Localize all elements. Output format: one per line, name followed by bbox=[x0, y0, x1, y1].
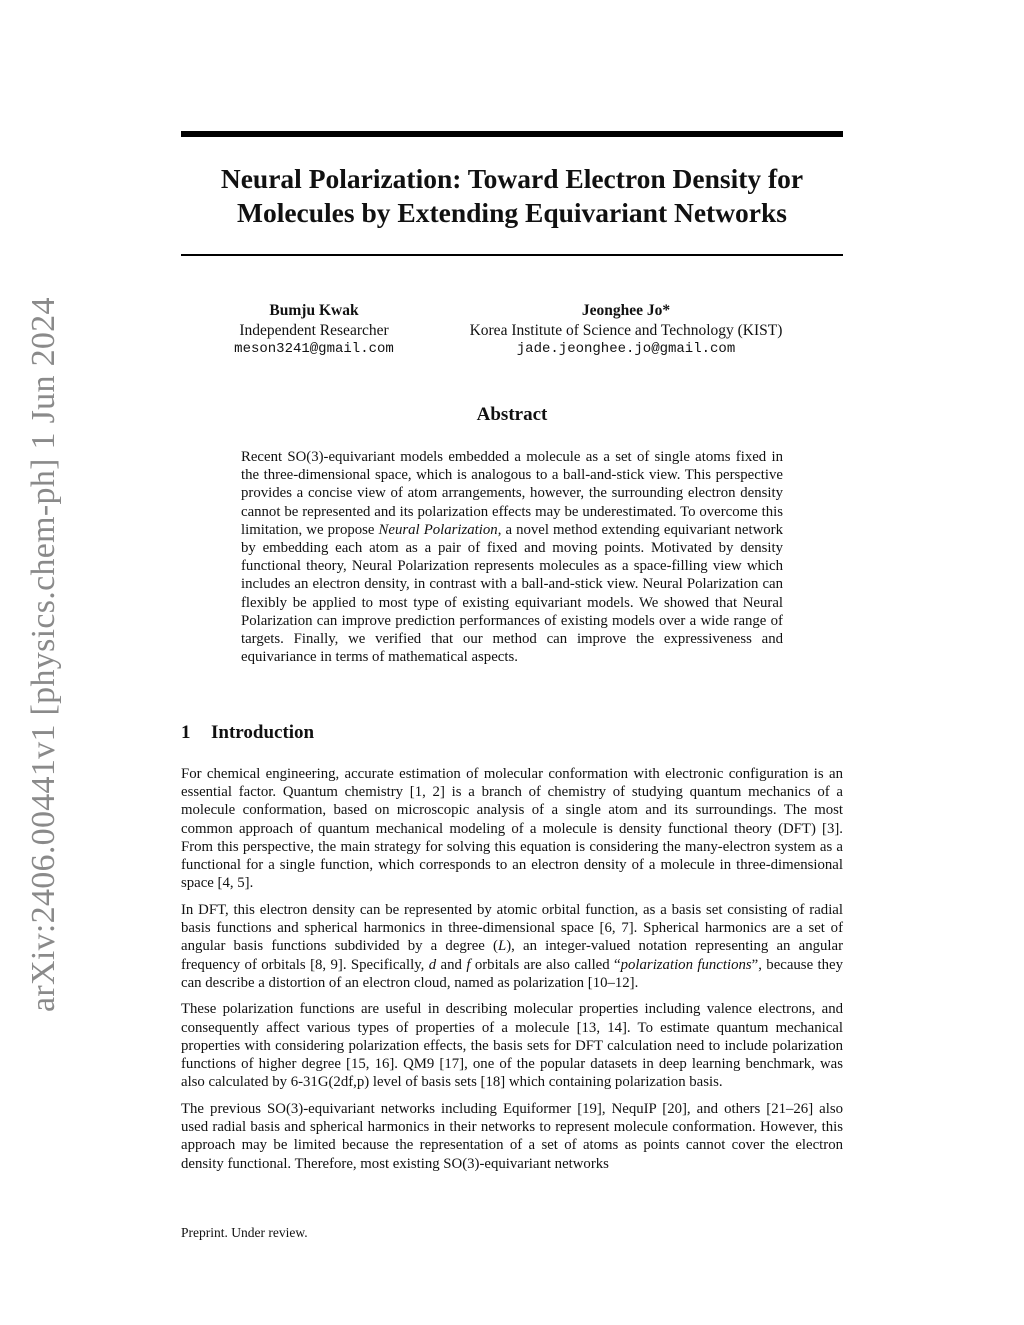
author-block-2 bbox=[446, 301, 806, 360]
abstract-text: Recent SO(3)-equivariant models embedded a molecule as a set of single atoms fixed in the three-dimensional space, which is analogous to a ball-and-stick view. This perspective provides a concise view of atom arrangements, however, the surrounding electron density cannot be represented and its polarization effects may be underestimated. To overcome this limitation, we propose Neural Polarization, a novel method extending equivariant network by embedding each atom as a pair of fixed and moving points. Motivated by density functional theory, Neural Polarization represents molecules as a space-filling view which includes an electron density, in contrast with a ball-and-stick view. Neural Polarization can flexibly be applied to most type of existing equivariant models. We showed that Neural Polarization can improve prediction performances of existing models over a wide range of targets. Finally, we verified that our method can improve the expressiveness and equivariance in terms of mathematical aspects. bbox=[241, 449, 783, 666]
author-affiliation: Korea Institute of Science and Technology (KIST) bbox=[469, 321, 783, 339]
author-name: Jeonghee Jo* bbox=[581, 302, 671, 319]
author-email[interactable]: meson3241@gmail.com bbox=[234, 341, 394, 357]
title-line-1: Neural Polarization: Toward Electron Density for bbox=[220, 163, 804, 194]
abstract-heading: Abstract bbox=[476, 404, 548, 425]
paper-title bbox=[181, 162, 843, 230]
abstract-emphasis: Neural Polarization bbox=[378, 521, 498, 538]
paragraph: For chemical engineering, accurate estimation of molecular conformation with electronic configuration is an essential factor. Quantum chemistry [1, 2] is a branch of chemistry of studying quantum mechanics of a molecule conformation, based on microscopic analysis of a single atom and its surroundings. The most common approach of quantum mechanical modeling of a molecule is density functional theory (DFT) [3]. From this perspective, the main strategy for solving this equation is considering the many-electron system as a functional for a single function, which corresponds to an electron density of a molecule in three-dimensional space [4, 5]. bbox=[181, 766, 843, 892]
author-name: Bumju Kwak bbox=[269, 302, 359, 319]
arxiv-identifier-stamp: arXiv:2406.00441v1 [physics.chem-ph] 1 Jun 2024 bbox=[25, 297, 62, 1012]
title-line-2: Molecules by Extending Equivariant Networks bbox=[236, 197, 788, 228]
paragraph: These polarization functions are useful in describing molecular properties including valence electrons, and consequently affect various types of properties of a molecule [13, 14]. To estimate quantum mechanical properties with considering polarization effects, the basis sets for DFT calculation need to include polarization functions of higher degree [15, 16]. QM9 [17], one of the popular datasets in deep learning benchmark, was also calculated by 6-31G(2df,p) level of basis sets [18] which containing polarization basis. bbox=[181, 1001, 843, 1091]
section-number: 1 bbox=[181, 722, 191, 743]
author-email[interactable]: jade.jeonghee.jo@gmail.com bbox=[516, 341, 736, 357]
title-top-rule bbox=[181, 131, 843, 137]
section-title: Introduction bbox=[211, 722, 315, 743]
section-heading-introduction bbox=[181, 722, 314, 744]
author-affiliation: Independent Researcher bbox=[239, 321, 389, 339]
title-bottom-rule bbox=[181, 254, 843, 256]
footer-note: Preprint. Under review. bbox=[181, 1225, 308, 1240]
introduction-body bbox=[181, 765, 843, 1181]
paragraph: The previous SO(3)-equivariant networks including Equiformer [19], NequIP [20], and others [21–26] also used radial basis and spherical harmonics in their networks to represent molecule conformation. However, this approach may be limited because the representation of a set of atoms as points cannot cover the electron density functional. Therefore, most existing SO(3)-equivariant networks bbox=[181, 1100, 843, 1172]
author-block-1 bbox=[201, 301, 427, 360]
paragraph: In DFT, this electron density can be represented by atomic orbital function, as a basis set consisting of radial basis functions and spherical harmonics in three-dimensional space [6, 7]. Spherical harmonics are a set of angular basis functions subdivided by a degree (L), an integer-valued notation representing an angular frequency of orbitals [8, 9]. Specifically, d and f orbitals are also called “polarization functions”, because they can describe a distortion of an electron cloud, named as polarization [10–12]. bbox=[181, 901, 844, 991]
